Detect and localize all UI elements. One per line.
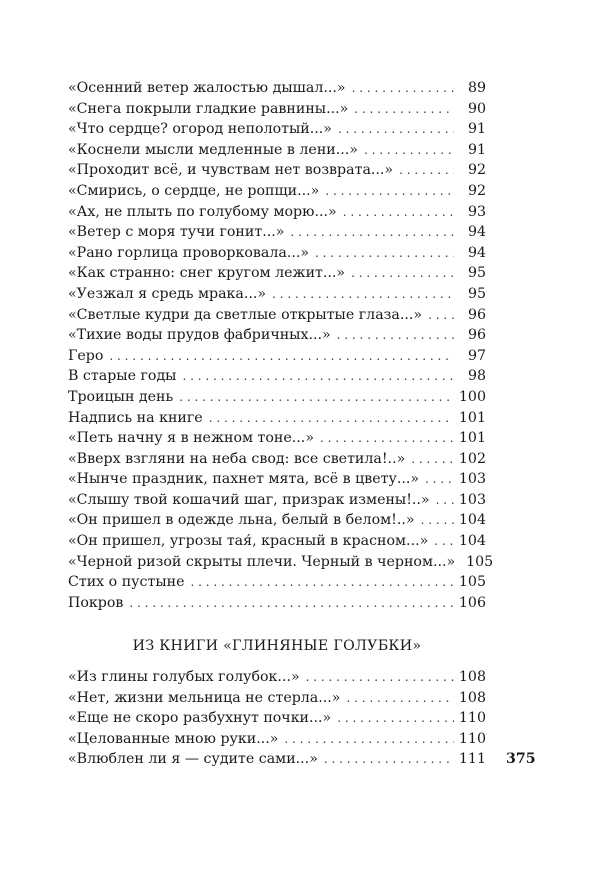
toc-entry-page: 104	[458, 533, 486, 550]
toc-entry	[68, 387, 486, 408]
toc-entry-title: Надпись на книге	[68, 409, 203, 426]
dot-leader	[324, 749, 458, 770]
toc-entry-page: 96	[467, 306, 486, 323]
dot-leader	[179, 387, 458, 408]
toc-entry	[68, 552, 494, 573]
toc-entry-title: Покров	[68, 594, 124, 611]
toc-entry-title: Стих о пустыне	[68, 574, 185, 591]
toc-entry	[68, 366, 486, 387]
dot-leader	[306, 667, 458, 688]
toc-entry-page: 111	[458, 751, 486, 768]
toc-entry-title: Троицын день	[68, 388, 174, 405]
toc-entry	[68, 222, 486, 243]
toc-entry-page: 96	[467, 327, 486, 344]
toc-entry-page: 90	[467, 100, 486, 117]
dot-leader	[343, 202, 458, 223]
dot-leader	[351, 263, 458, 284]
toc-entry	[68, 490, 486, 511]
dot-leader	[436, 490, 458, 511]
toc-entry-title: «Слышу твой кошачий шаг, призрак измены!..»	[68, 491, 430, 508]
toc-entry-page: 110	[458, 710, 486, 727]
toc-entry	[68, 243, 486, 264]
dot-leader	[352, 78, 458, 99]
toc-entry-title: «Осенний ветер жалостью дышал...»	[68, 80, 346, 96]
toc-entry-title: «Проходит всё, и чувствам нет возврата...»	[68, 162, 394, 179]
dot-leader	[284, 729, 458, 750]
toc-entry-page: 92	[467, 182, 486, 199]
dot-leader	[272, 284, 458, 305]
toc-entry-page: 95	[467, 265, 486, 282]
dot-leader	[320, 428, 458, 449]
dot-leader	[337, 325, 458, 346]
toc-entry	[68, 749, 486, 770]
toc-entry-page: 103	[458, 471, 486, 488]
toc-entry-title: «Еще не скоро разбухнут почки...»	[68, 710, 332, 727]
dot-leader	[425, 469, 458, 490]
dot-leader	[411, 449, 458, 470]
toc-entry-title: «Он пришел в одежде льна, белый в белом!..»	[68, 512, 415, 529]
toc-entry	[68, 408, 486, 429]
toc-entry-page: 94	[467, 224, 486, 241]
section-heading: ИЗ КНИГИ «ГЛИНЯНЫЕ ГОЛУБКИ»	[132, 638, 422, 654]
toc-entry	[68, 667, 486, 688]
dot-leader	[338, 119, 458, 140]
toc-entry-title: «Уезжал я средь мрака...»	[68, 285, 267, 302]
toc-entry	[68, 140, 486, 161]
toc-entry	[68, 119, 486, 140]
toc-entry-title: «Из глины голубых голубок...»	[68, 669, 300, 685]
dot-leader	[428, 305, 458, 326]
toc-entry-page: 92	[467, 162, 486, 179]
toc-entry-title: «Снега покрыли гладкие равнины...»	[68, 100, 349, 117]
toc-entry-page: 108	[458, 689, 486, 706]
dot-leader	[346, 688, 458, 709]
toc-entry-page: 93	[467, 203, 486, 220]
dot-leader	[209, 408, 458, 429]
dot-leader	[434, 531, 458, 552]
dot-leader	[337, 708, 458, 729]
toc-entry	[68, 263, 486, 284]
table-of-contents-section-1	[68, 78, 494, 613]
toc-entry	[68, 325, 486, 346]
toc-entry-page: 105	[466, 553, 494, 570]
toc-entry-title: «Смирись, о сердце, не ропщи...»	[68, 182, 320, 199]
toc-entry	[68, 160, 486, 181]
toc-entry-page: 105	[458, 574, 486, 591]
toc-entry-page: 100	[458, 388, 486, 405]
toc-entry-page: 110	[458, 730, 486, 747]
toc-entry-title: «Светлые кудри да светлые открытые глаза...»	[68, 306, 423, 323]
toc-entry-title: «Влюблен ли я — судите сами...»	[68, 751, 318, 768]
toc-entry	[68, 469, 486, 490]
toc-entry	[68, 284, 486, 305]
toc-entry-page: 91	[467, 121, 486, 138]
table-of-contents-section-2	[68, 667, 486, 770]
toc-entry-page: 101	[458, 409, 486, 426]
toc-entry	[68, 510, 486, 531]
toc-entry	[68, 181, 486, 202]
toc-entry	[68, 572, 486, 593]
toc-entry-title: «Он пришел, угрозы тая́, красный в красном...»	[68, 533, 429, 550]
toc-entry	[68, 99, 486, 120]
dot-leader	[109, 346, 458, 367]
toc-entry-title: «Нет, жизни мельница не стерла...»	[68, 689, 341, 706]
toc-entry-page: 98	[467, 368, 486, 385]
toc-entry-title: «Как странно: снег кругом лежит...»	[68, 265, 346, 282]
toc-entry-title: «Что сердце? огород неполотый...»	[68, 121, 332, 138]
toc-entry-page: 102	[458, 450, 486, 467]
toc-entry-page: 108	[458, 669, 486, 685]
toc-entry	[68, 305, 486, 326]
toc-entry	[68, 346, 486, 367]
toc-entry	[68, 531, 486, 552]
toc-entry	[68, 593, 486, 614]
toc-entry-title: «Вверх взгляни на неба свод: все светила!..»	[68, 450, 406, 467]
toc-entry-page: 89	[467, 80, 486, 96]
dot-leader	[354, 99, 458, 120]
toc-entry-page: 104	[458, 512, 486, 529]
toc-entry-title: Геро	[68, 347, 104, 364]
toc-entry-page: 101	[458, 430, 486, 447]
toc-entry-page: 106	[458, 594, 486, 611]
toc-entry-title: «Ах, не плыть по голубому морю...»	[68, 203, 337, 220]
toc-entry-title: «Петь начну я в нежном тоне...»	[68, 430, 314, 447]
toc-entry	[68, 78, 486, 99]
dot-leader	[129, 593, 458, 614]
toc-entry-page: 94	[467, 244, 486, 261]
toc-entry-title: «Нынче праздник, пахнет мята, всё в цвету...»	[68, 471, 420, 488]
toc-entry-title: «Ветер с моря тучи гонит...»	[68, 224, 285, 241]
dot-leader	[421, 510, 458, 531]
dot-leader	[364, 140, 458, 161]
toc-entry-page: 91	[467, 141, 486, 158]
toc-entry	[68, 428, 486, 449]
dot-leader	[399, 160, 458, 181]
toc-entry	[68, 708, 486, 729]
toc-entry-title: «Целованные мною руки...»	[68, 730, 279, 747]
toc-entry-title: «Рано горлица проворковала...»	[68, 244, 310, 261]
dot-leader	[325, 181, 458, 202]
toc-entry-page: 95	[467, 285, 486, 302]
toc-entry-title: «Черной ризой скрыты плечи. Черный в черном...»	[68, 553, 456, 570]
dot-leader	[290, 222, 458, 243]
toc-entry-title: «Коснели мысли медленные в лени...»	[68, 141, 358, 158]
toc-entry	[68, 729, 486, 750]
toc-entry	[68, 202, 486, 223]
toc-entry-title: «Тихие воды прудов фабричных...»	[68, 327, 331, 344]
toc-entry-title: В старые годы	[68, 368, 177, 385]
toc-entry	[68, 449, 486, 470]
dot-leader	[190, 572, 458, 593]
toc-entry-page: 97	[467, 347, 486, 364]
dot-leader	[182, 366, 458, 387]
dot-leader	[315, 243, 458, 264]
page-number: 375	[506, 751, 536, 767]
toc-entry	[68, 688, 486, 709]
toc-entry-page: 103	[458, 491, 486, 508]
